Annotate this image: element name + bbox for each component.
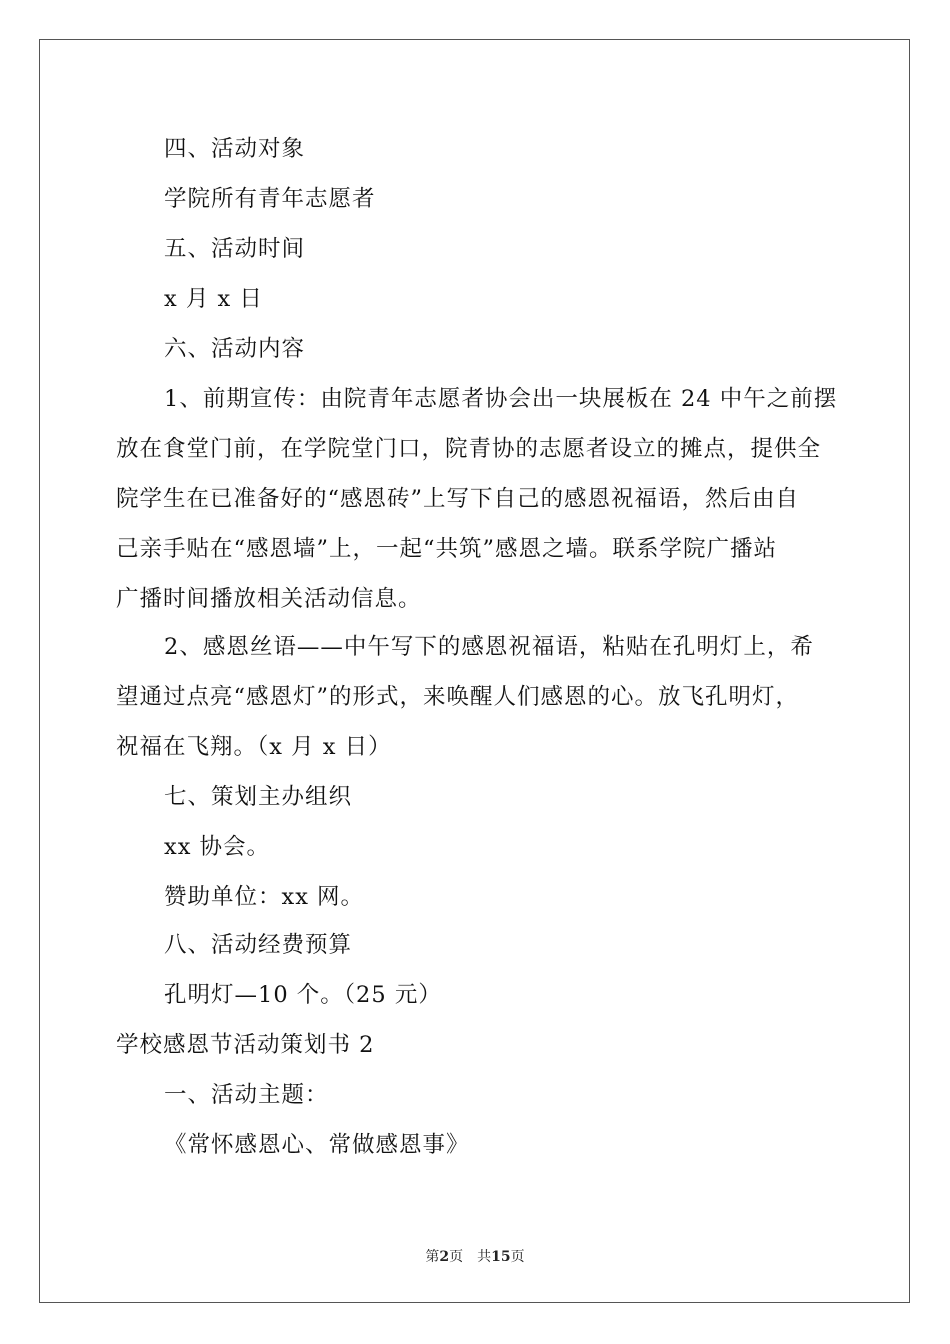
- paragraph-line: 1、前期宣传：由院青年志愿者协会出一块展板在 24 中午之前摆: [164, 386, 838, 412]
- document-title: 学校感恩节活动策划书 2: [116, 1032, 375, 1058]
- paragraph-line: 己亲手贴在“感恩墙”上，一起“共筑”感恩之墙。联系学院广播站: [116, 536, 778, 562]
- section-heading-7: 七、策划主办组织: [164, 784, 353, 810]
- section-heading-8: 八、活动经费预算: [164, 932, 353, 958]
- total-page-number: 15: [491, 1249, 511, 1265]
- footer-prefix: 第: [425, 1249, 440, 1265]
- page-footer: [0, 1247, 950, 1267]
- paragraph: 《常怀感恩心、常做感恩事》: [164, 1132, 470, 1158]
- page-border: [39, 39, 910, 1303]
- footer-suffix: 页: [510, 1249, 525, 1265]
- paragraph: 学院所有青年志愿者: [164, 186, 376, 212]
- paragraph-line: 2、感恩丝语——中午写下的感恩祝福语，粘贴在孔明灯上，希: [164, 634, 814, 660]
- section-heading-4: 四、活动对象: [164, 136, 306, 162]
- current-page-number: 2: [439, 1249, 450, 1265]
- section-heading-5: 五、活动时间: [164, 236, 306, 262]
- paragraph-line: 望通过点亮“感恩灯”的形式，来唤醒人们感恩的心。放飞孔明灯，: [116, 684, 800, 710]
- section-heading-1: 一、活动主题：: [164, 1082, 329, 1108]
- paragraph-line: 院学生在已准备好的“感恩砖”上写下自己的感恩祝福语，然后由自: [116, 486, 800, 512]
- paragraph: 孔明灯—10 个。（25 元）: [164, 982, 442, 1008]
- paragraph: 赞助单位：xx 网。: [164, 884, 365, 910]
- paragraph: x 月 x 日: [164, 286, 263, 312]
- section-heading-6: 六、活动内容: [164, 336, 306, 362]
- paragraph-line: 广播时间播放相关活动信息。: [116, 586, 422, 612]
- paragraph-line: 放在食堂门前，在学院堂门口，院青协的志愿者设立的摊点，提供全: [116, 436, 822, 462]
- paragraph: xx 协会。: [164, 834, 271, 860]
- footer-mid: 页 共: [449, 1249, 492, 1265]
- paragraph-line: 祝福在飞翔。（x 月 x 日）: [116, 734, 392, 760]
